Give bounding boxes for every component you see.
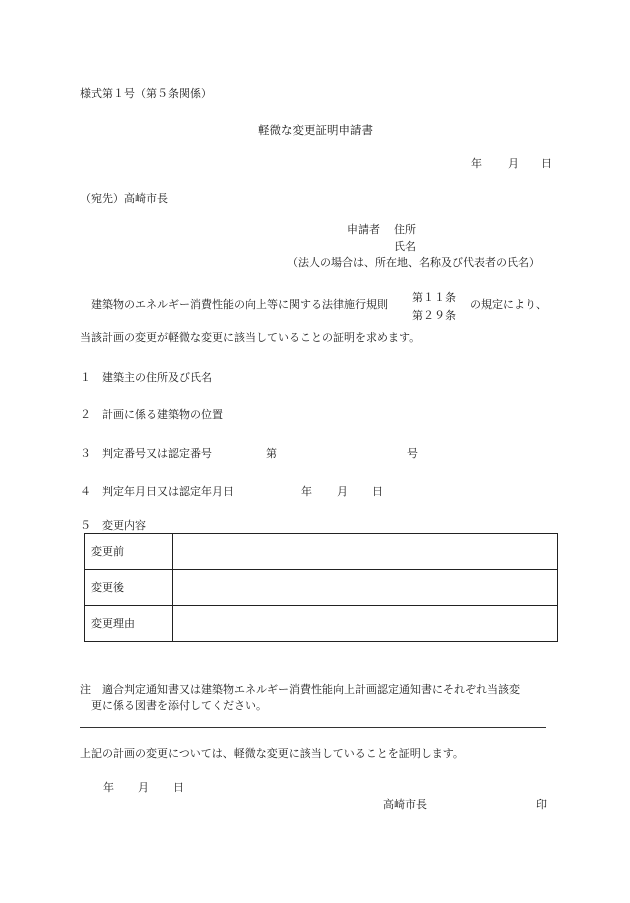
item-date-month: 月: [337, 485, 348, 498]
separator-line: [80, 727, 546, 728]
item-number: ４: [80, 485, 91, 498]
item-number: １: [80, 371, 91, 384]
form-number: 様式第１号（第５条関係）: [80, 87, 212, 100]
table-row: [85, 534, 558, 570]
item-date-day: 日: [372, 485, 383, 498]
item-label: 判定番号又は認定番号: [102, 447, 212, 460]
after-value-cell[interactable]: [173, 570, 558, 606]
date-year: 年: [471, 157, 482, 170]
date-month: 月: [508, 157, 519, 170]
cert-date-year: 年: [103, 781, 114, 794]
item-date-year: 年: [301, 485, 312, 498]
change-content-table: [84, 533, 558, 642]
before-value-cell[interactable]: [173, 534, 558, 570]
applicant-role-label: 申請者: [347, 223, 380, 236]
certification-text: 上記の計画の変更については、軽微な変更に該当していることを証明します。: [80, 747, 464, 760]
document-title: 軽微な変更証明申請書: [258, 123, 373, 137]
row-label-after: 変更後: [85, 570, 173, 606]
date-day: 日: [541, 157, 552, 170]
table-row: [85, 606, 558, 642]
cert-date-month: 月: [138, 781, 149, 794]
item-label: 計画に係る建築物の位置: [102, 408, 223, 421]
request-text-part1: 建築物のエネルギー消費性能の向上等に関する法律施行規則: [91, 298, 388, 311]
note-line1: 適合判定通知書又は建築物エネルギー消費性能向上計画認定通知書にそれぞれ当該変: [102, 683, 520, 696]
note-line2: 更に係る図書を添付してください。: [91, 699, 267, 712]
corporate-note: （法人の場合は、所在地、名称及び代表者の氏名）: [287, 256, 540, 269]
seal-mark: 印: [536, 798, 547, 811]
article-option-a: 第１１条: [412, 291, 456, 304]
item-number: ３: [80, 447, 91, 460]
note-mark: 注: [80, 683, 91, 696]
request-text-line2: 当該計画の変更が軽微な変更に該当していることの証明を求めます。: [80, 331, 421, 344]
row-label-before: 変更前: [85, 534, 173, 570]
issuer-name: 高崎市長: [383, 798, 427, 811]
item-label: 建築主の住所及び氏名: [102, 371, 212, 384]
request-text-part2: の規定により、: [470, 298, 547, 311]
applicant-name-label: 氏名: [394, 240, 416, 253]
row-label-reason: 変更理由: [85, 606, 173, 642]
article-option-b: 第２９条: [412, 309, 456, 322]
addressee: （宛先）高崎市長: [80, 192, 168, 205]
item-number: ５: [80, 519, 91, 532]
cert-date-day: 日: [173, 781, 184, 794]
item-label: 判定年月日又は認定年月日: [102, 485, 234, 498]
applicant-address-label: 住所: [394, 223, 416, 236]
item-number: ２: [80, 408, 91, 421]
item-label: 変更内容: [102, 519, 146, 532]
number-suffix: 号: [407, 447, 418, 460]
number-prefix: 第: [266, 447, 277, 460]
table-row: [85, 570, 558, 606]
reason-value-cell[interactable]: [173, 606, 558, 642]
